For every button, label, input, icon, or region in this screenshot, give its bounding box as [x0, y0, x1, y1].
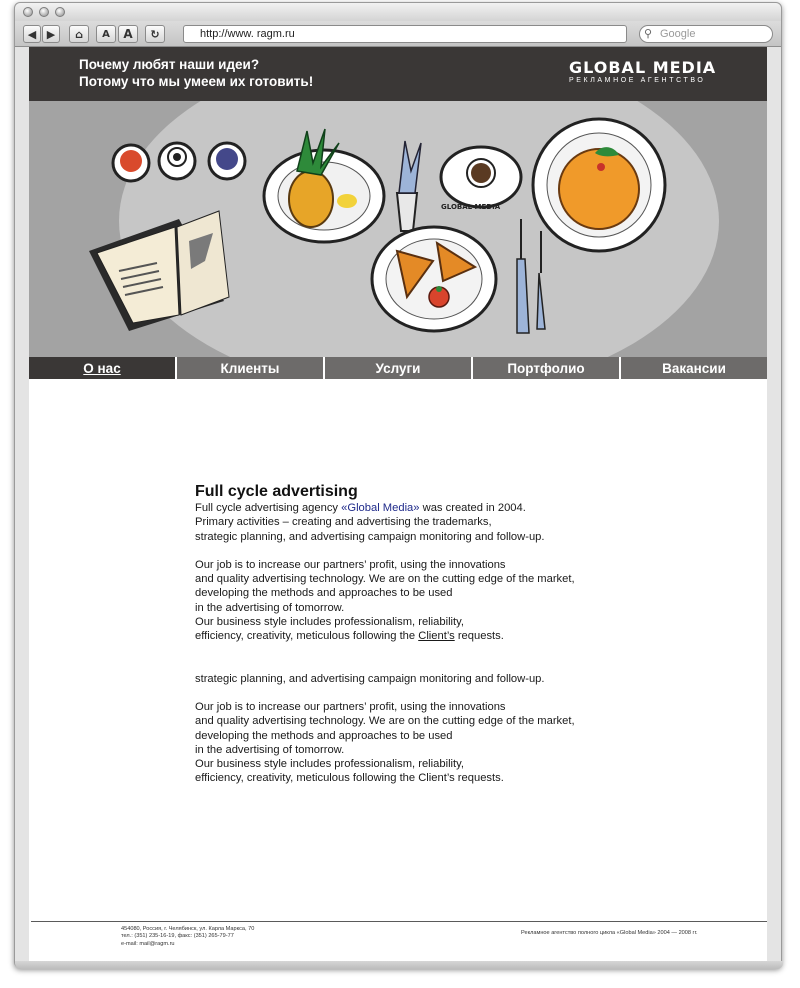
table-setting-illustration [29, 101, 767, 357]
repeat-job-line-1: Our job is to increase our partners’ profit, using the innovations [195, 700, 506, 713]
repeat-style-line-2: efficiency, creativity, meticulous following the Client’s requests. [195, 772, 504, 785]
browser-status-bar [15, 961, 783, 969]
jam-bowl-icon [113, 145, 149, 181]
berry-bowl-icon [209, 143, 245, 179]
intro-line [195, 501, 615, 515]
text-larger-button[interactable] [118, 25, 138, 43]
style-line-1: Our business style includes professionalism, reliability, [195, 616, 465, 629]
coffee-cup-text: GLOBAL MEDIA [441, 203, 501, 211]
nav-item-clients[interactable]: Клиенты [177, 357, 323, 379]
repeat-style-line-1: Our business style includes professionalism, reliability, [195, 758, 465, 771]
intro-after: was created in 2004. [419, 502, 526, 514]
style-line-2 [195, 629, 615, 643]
hero-illustration [29, 101, 767, 357]
reload-icon: ↻ [150, 27, 160, 41]
repeat-planning-line: strategic planning, and advertising campaign monitoring and follow-up. [195, 672, 545, 685]
repeat-job-line-4: in the advertising of tomorrow. [195, 743, 345, 756]
style-line-2-after: requests. [454, 630, 504, 643]
address-bar-url: http://www. ragm.ru [200, 28, 295, 40]
activities-line: Primary activities – creating and advertising the trademarks, [195, 516, 492, 529]
logo-main-text: GLOBAL MEDIA [569, 58, 717, 77]
planning-line: strategic planning, and advertising campaign monitoring and follow-up. [195, 530, 545, 543]
job-line-2: and quality advertising technology. We are on the cutting edge of the market, [195, 573, 575, 586]
samosa-plate-icon [372, 227, 496, 331]
slogan-line-1: Почему любят наши идеи? [79, 57, 260, 72]
footer-contacts [121, 926, 254, 948]
orange-plate-icon [533, 119, 665, 251]
forward-button[interactable] [42, 25, 60, 43]
search-icon: ⚲ [644, 28, 653, 40]
header-slogan [79, 56, 313, 90]
nav-item-about[interactable]: О нас [29, 357, 175, 379]
brand-link[interactable]: «Global Media» [341, 502, 420, 514]
site-header [29, 47, 767, 101]
text-smaller-button[interactable] [96, 25, 116, 43]
forward-arrow-icon: ▶ [46, 27, 56, 41]
clients-link[interactable]: Client’s [418, 630, 455, 643]
footer-phone: тел.: (351) 235-16-19, факс: (351) 265-79-77 [121, 933, 234, 940]
company-logo[interactable] [569, 60, 716, 85]
home-icon: ⌂ [75, 27, 83, 41]
main-content [195, 483, 615, 786]
zoom-window-button[interactable] [55, 7, 65, 17]
nav-item-vacancies[interactable]: Вакансии [621, 357, 767, 379]
repeat-job-line-2: and quality advertising technology. We are on the cutting edge of the market, [195, 715, 575, 728]
logo-subtitle: РЕКЛАМНОЕ АГЕНТСТВО [569, 77, 706, 84]
job-line-3: developing the methods and approaches to be used [195, 587, 453, 600]
nav-item-services[interactable]: Услуги [325, 357, 471, 379]
minimize-window-button[interactable] [39, 7, 49, 17]
page-viewport [29, 47, 767, 961]
search-field[interactable] [639, 25, 773, 43]
browser-titlebar [15, 3, 781, 21]
back-arrow-icon: ◀ [27, 27, 37, 41]
egg-bowl-icon [159, 143, 195, 179]
footer-divider [31, 921, 767, 922]
text-larger-icon: A [123, 27, 133, 41]
browser-toolbar [15, 21, 781, 47]
reload-button[interactable] [145, 25, 165, 43]
slogan-line-2: Потому что мы умеем их готовить! [79, 74, 314, 89]
main-nav [29, 357, 767, 379]
job-line-1: Our job is to increase our partners’ profit, using the innovations [195, 558, 506, 571]
browser-window [14, 2, 782, 968]
repeat-job-line-3: developing the methods and approaches to be used [195, 729, 453, 742]
back-button[interactable] [23, 25, 41, 43]
home-button[interactable] [69, 25, 89, 43]
job-line-4: in the advertising of tomorrow. [195, 601, 345, 614]
footer-copyright: Рекламное агентство полного цикла «Global Media» 2004 — 2008 гг. [521, 930, 698, 936]
search-placeholder: Google [660, 28, 696, 40]
intro-before: Full cycle advertising agency [195, 502, 342, 514]
text-smaller-icon: A [102, 28, 110, 40]
address-bar[interactable] [183, 25, 627, 43]
style-line-2-before: efficiency, creativity, meticulous following the [195, 630, 419, 643]
nav-item-portfolio[interactable]: Портфолио [473, 357, 619, 379]
footer-address: 454080, Россия, г. Челябинск, ул. Карла Маркса, 70 [121, 926, 255, 932]
footer-email[interactable]: e-mail: mail@ragm.ru [121, 940, 175, 947]
page-title: Full cycle advertising [195, 483, 358, 500]
close-window-button[interactable] [23, 7, 33, 17]
